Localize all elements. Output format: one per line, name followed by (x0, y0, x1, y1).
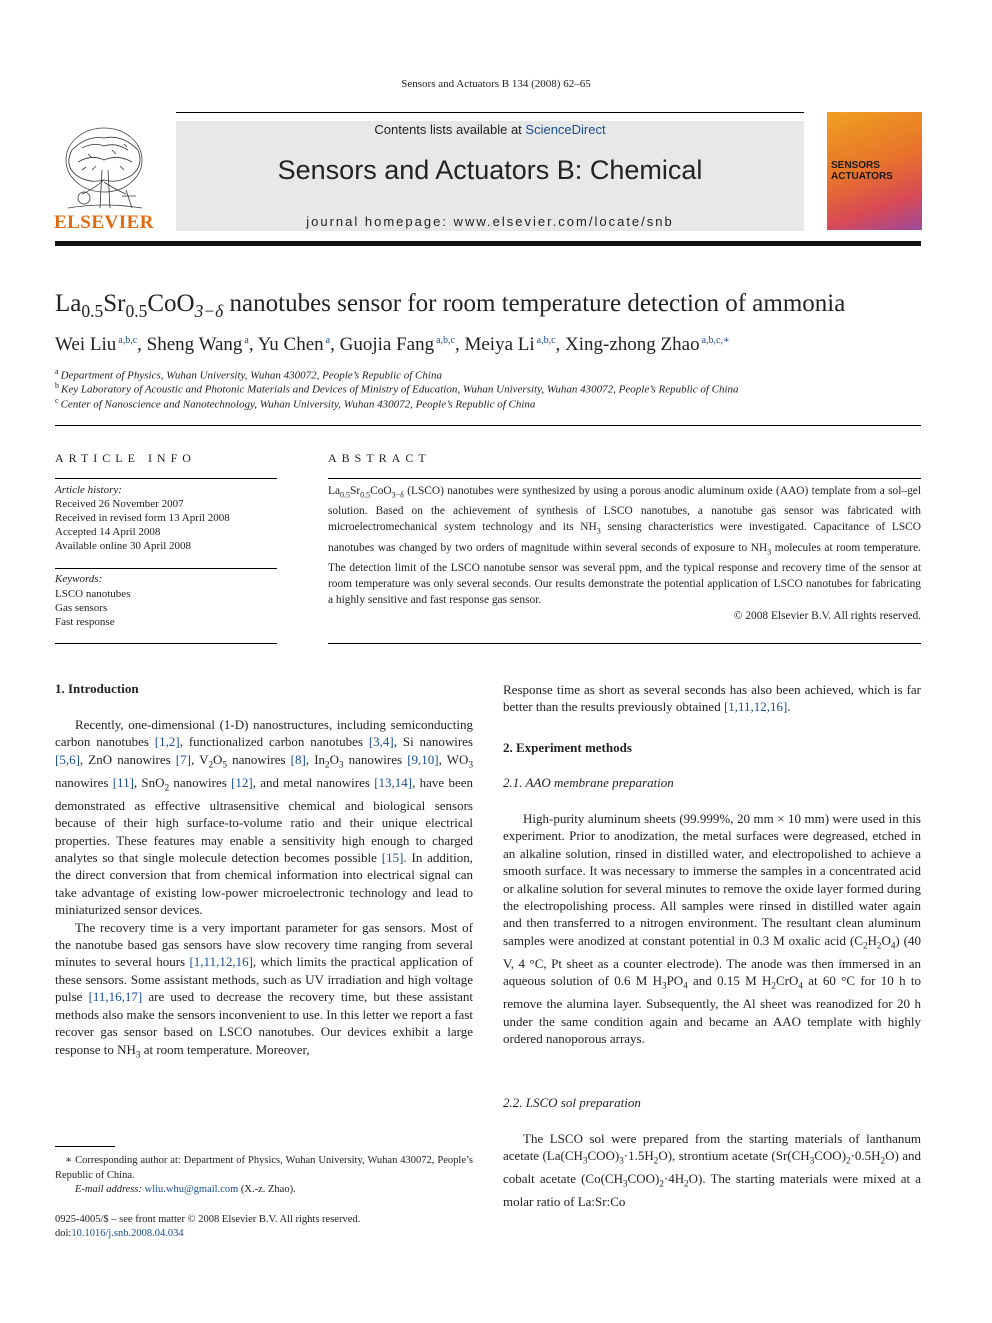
title-part: La (55, 290, 82, 317)
journal-homepage[interactable]: journal homepage: www.elsevier.com/locate/snb (306, 214, 674, 229)
revised-date: Received in revised form 13 April 2008 (55, 512, 230, 524)
subsection-heading-aao: 2.1. AAO membrane preparation (503, 775, 674, 790)
author-affiliation-mark[interactable]: a (244, 335, 249, 346)
keyword: Fast response (55, 616, 115, 628)
header-bottom-rule (55, 241, 921, 246)
aao-preparation-text: High-purity aluminum sheets (99.999%, 20 mm × 10 mm) were used in this experiment. Prior to anodization, the metal surfaces were degreased, etched in an alkaline solution, rinsed in distilled water, and electropolished to achieve a smooth surface. It was necessary to immerse the samples in a concentrated acid or alkaline solution for several minutes to remove the oxide layer formed during the electropolishing process. All samples were rinsed in distilled water again and then transferred to a nitrogen environment. The resultant clean aluminum samples were anodized at constant potential in 0.3 M oxalic acid $(C_2H_2O_4)$ (40 V, 4 °C, Pt sheet as a counter electrode). The anode was then immersed in an aqueous solution of 0.6 M $H_3PO_4$ and 0.15 M $H_2CrO_4$ at 60 °C for 10 h to remove the alumina layer. Subsequently, the Al sheet was reanodized for 20 h under the same condition again and became an AAO template with highly ordered nanoporous arrays. (503, 811, 921, 1047)
cover-line-2: ACTUATORS (831, 171, 893, 182)
header-top-rule (176, 112, 804, 113)
elsevier-wordmark: ELSEVIER (53, 212, 155, 233)
affiliation-mark: b (55, 381, 59, 390)
article-info-heading: ARTICLE INFO (55, 451, 196, 465)
affiliation-text: Department of Physics, Wuhan University, Wuhan 430072, People’s Republic of China (60, 369, 442, 382)
affiliation-text: Center of Nanoscience and Nanotechnology, Wuhan University, Wuhan 430072, People’s Republic of China (60, 398, 536, 411)
author-affiliation-mark[interactable]: a,b,c,∗ (701, 335, 730, 346)
abstract-text: $La_{0.5}Sr_{0.5}CoO_{3-\delta}$ (LSCO) nanotubes were synthesized by using a porous anodic aluminum oxide (AAO) template from a sol–gel solution. Based on the achievement of synthesis of LSCO nanotubes, a nanotube gas sensor was fabricated with microelectromechanical system technology and its $NH_3$ sensing characteristics were investigated. Capacitance of LSCO nanotubes was changed by two orders of magnitude within several seconds of exposure to $NH_3$ molecules at room temperature. The detection limit of the LSCO nanotube sensor was several ppm, and the typical response and recovery time of the sensor at room temperature was only several seconds. Our results demonstrate the potential application of LSCO nanotubes for fabricating a highly sensitive and fast response gas sensor. (328, 485, 921, 606)
affiliation-rule (55, 425, 921, 426)
email-link[interactable]: wliu.whu@gmail.com (144, 1184, 239, 1195)
title-part: CoO (147, 290, 195, 317)
footnote-text: ∗ Corresponding author at: Department of Physics, Wuhan University, Wuhan 430072, People’s Republic of China. (55, 1155, 473, 1181)
cover-title (831, 160, 893, 182)
affiliation-mark: c (55, 396, 59, 405)
author-name: Guojia Fang (339, 334, 435, 355)
online-date: Available online 30 April 2008 (55, 540, 192, 552)
corresponding-author-footnote (55, 1154, 473, 1198)
issn-line: 0925-4005/$ – see front matter © 2008 Elsevier B.V. All rights reserved. (55, 1214, 361, 1225)
cover-line-1: SENSORS (831, 160, 880, 171)
keywords-label: Keywords: (55, 573, 103, 585)
contents-line (176, 122, 804, 137)
author-name: Sheng Wang (146, 334, 243, 355)
author-list: Wei Liu $^{a,b,c}$, Sheng Wang $^a$, Yu Chen $^a$, Guojia Fang $^{a,b,c}$, Meiya Li $^{a,b,c}$, Xing-zhong Zhao $^{a,b,c,∗}$ (55, 334, 730, 355)
paper-title (55, 290, 845, 322)
footnote-rule (55, 1146, 115, 1147)
front-matter (55, 1213, 360, 1241)
author-affiliation-mark[interactable]: a,b,c (536, 335, 556, 346)
author-name: Meiya Li (464, 334, 535, 355)
author-name: Wei Liu (55, 334, 117, 355)
email-suffix: (X.-z. Zhao). (238, 1184, 296, 1195)
introduction-text: Recently, one-dimensional (1-D) nanostructures, including semiconducting carbon nanotubes [1,2], functionalized carbon nanotubes [3,4], Si nanowires [5,6], ZnO nanowires [7], $V_2O_5$ nanowires [8], $In_2O_3$ nanowires [9,10], $WO_3$ nanowires [11], SnO$_2$ nanowires [12], and metal nanowires [13,14], have been demonstrated as effective ultrasensitive chemical and biological sensors because of their high surface-to-volume ratio and their unique electrical properties. These features may enable a sensitivity high enough to charged analytes so that single molecule detection becomes possible [15]. In addition, the direct conversion that from chemical information into electrical signal can take advantage of existing low-power microelectronic technology and lead to miniaturized sensor devices. The recovery time is a very important parameter for gas sensors. Most of the nanotube based gas sensors have slow recovery time ranging from several minutes to several hours [1,11,12,16], which limits the practical application of these sensors. Some assistant methods, such as UV irradiation and high voltage pulse [11,16,17] are used to decrease the recovery time, but these assistant methods also make the sensors inconvenient to use. In this letter we report a fast recover gas sensor based on LSCO nanotubes. Our devices exhibit a large response to $NH_3$ at room temperature. Moreover, (55, 717, 474, 1060)
author-name: Xing-zhong Zhao (565, 334, 700, 355)
accepted-date: Accepted 14 April 2008 (55, 526, 161, 538)
abstract-bottom-rule (328, 643, 921, 644)
affiliation-b (55, 381, 739, 396)
keyword: Gas sensors (55, 602, 108, 614)
doi-link[interactable]: 10.1016/j.snb.2008.04.034 (71, 1228, 184, 1239)
affiliation-text: Key Laboratory of Acoustic and Photonic Materials and Devices of Ministry of Education, Wuhan University, Wuhan 430072, People’s Republic of China (61, 383, 739, 396)
title-subscript: 0.5 (125, 301, 148, 321)
article-history-label: Article history: (55, 484, 122, 496)
lsco-sol-text: The LSCO sol were prepared from the starting materials of lanthanum acetate $(La(CH_3COO)_3\cdot 1.5H_2O)$, strontium acetate $(Sr(CH_3COO)_2\cdot 0.5H_2O)$ and cobalt acetate $(Co(CH_3COO)_2\cdot 4H_2O)$. The starting materials were mixed at a molar ratio of La:Sr:Co (503, 1131, 921, 1210)
section-heading-experiment-methods: 2. Experiment methods (503, 740, 632, 755)
abstract-rule (328, 478, 921, 479)
title-subscript: 0.5 (81, 301, 104, 321)
author-affiliation-mark[interactable]: a,b,c (436, 335, 455, 346)
keywords-rule (55, 568, 277, 569)
author-name: Yu Chen (257, 334, 324, 355)
sciencedirect-link[interactable]: ScienceDirect (525, 122, 606, 137)
title-part: Sr (103, 290, 126, 317)
section-heading-introduction: 1. Introduction (55, 681, 139, 696)
journal-title: Sensors and Actuators B: Chemical (277, 155, 703, 185)
introduction-continued: Response time as short as several seconds has also been achieved, which is far better than the results previously obtained [1,11,12,16]. (503, 682, 921, 715)
contents-prefix: Contents lists available at (374, 122, 526, 137)
author-affiliation-mark[interactable]: a (325, 335, 331, 346)
title-part: nanotubes sensor for room temperature detection of ammonia (223, 290, 846, 317)
title-subscript: 3−δ (194, 301, 224, 321)
article-info-rule (55, 478, 277, 479)
author-affiliation-mark[interactable]: a,b,c (118, 335, 138, 346)
subsection-heading-lsco-sol: 2.2. LSCO sol preparation (503, 1095, 641, 1110)
affiliation-c (55, 396, 535, 411)
abstract-copyright: © 2008 Elsevier B.V. All rights reserved. (733, 610, 921, 622)
journal-reference: Sensors and Actuators B 134 (2008) 62–65 (401, 78, 591, 90)
article-info-bottom-rule (55, 643, 277, 644)
keyword: LSCO nanotubes (55, 588, 131, 600)
affiliation-a (55, 367, 442, 382)
doi-label: doi: (55, 1228, 72, 1239)
affiliation-mark: a (55, 367, 59, 376)
received-date: Received 26 November 2007 (55, 498, 184, 510)
abstract-heading: ABSTRACT (328, 451, 431, 465)
email-label: E-mail address: (75, 1184, 145, 1195)
